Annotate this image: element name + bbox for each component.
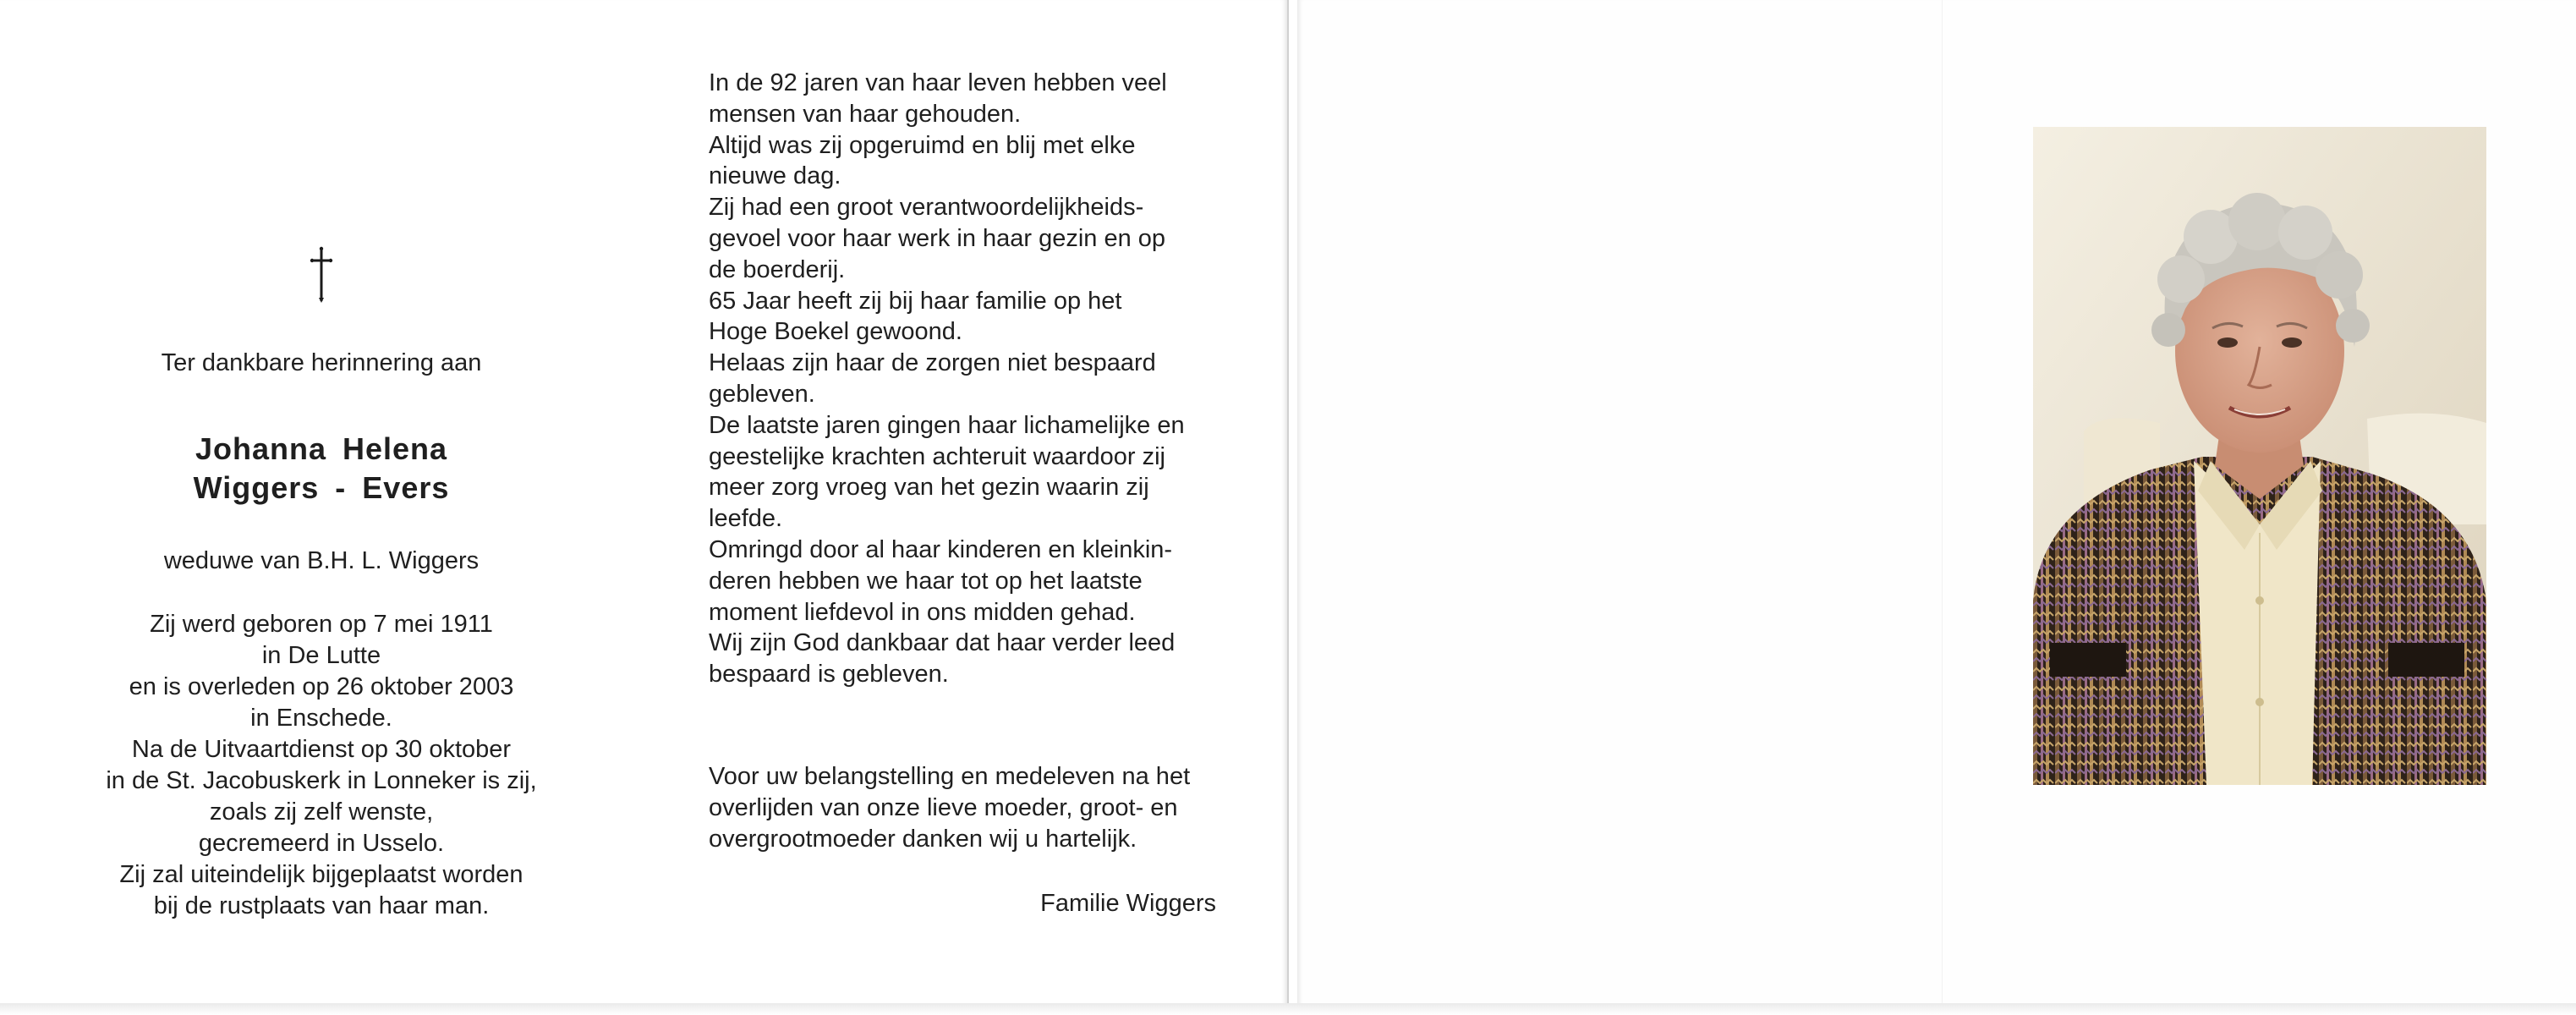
memorial-line: gevoel voor haar werk in haar gezin en op (709, 224, 1166, 252)
biography (76, 609, 567, 922)
memorial-line: moment liefdevol in ons midden gehad. (709, 598, 1136, 626)
bio-line: en is overleden op 26 oktober 2003 (129, 673, 514, 700)
memorial-line: Wij zijn God dankbaar dat haar verder leed (709, 629, 1176, 657)
thanks-text (709, 761, 1250, 854)
memorial-line: nieuwe dag. (709, 162, 841, 190)
memorial-line: 65 Jaar heeft zij bij haar familie op het (709, 287, 1122, 315)
widow-of-text: weduwe van B.H. L. Wiggers (163, 547, 480, 574)
memorial-line: Altijd was zij opgeruimd en blij met elke (709, 131, 1136, 159)
bio-line: zoals zij zelf wenste, (209, 798, 434, 826)
memorial-line: Hoge Boekel gewoond. (709, 318, 962, 346)
bio-line: Zij zal uiteindelijk bijgeplaatst worden (119, 861, 523, 888)
deceased-name (76, 430, 567, 508)
memorial-line: bespaard is gebleven. (709, 661, 949, 689)
memorial-line: Zij had een groot verantwoordelijkheids- (709, 194, 1144, 222)
memorial-line: de boerderij. (709, 255, 846, 283)
dedication-column (76, 245, 567, 922)
memorial-text (709, 68, 1250, 690)
memorial-line: gebleven. (709, 380, 815, 408)
memorial-line: Helaas zijn haar de zorgen niet bespaard (709, 349, 1156, 377)
card-bottom-edge (0, 1003, 2576, 1015)
thanks-line: Voor uw belangstelling en medeleven na het (709, 763, 1191, 790)
bio-line: in De Lutte (261, 642, 381, 669)
name-line-1: Johanna Helena (195, 431, 448, 466)
thanks-line: overgrootmoeder danken wij u hartelijk. (709, 825, 1137, 853)
bio-line: Zij werd geboren op 7 mei 1911 (150, 611, 493, 638)
memorial-line: leefde. (709, 505, 783, 533)
memorial-line: meer zorg vroeg van het gezin waarin zij (709, 474, 1149, 502)
thanks-line: overlijden van onze lieve moeder, groot- en (709, 793, 1178, 821)
intro-text: Ter dankbare herinnering aan (161, 349, 482, 376)
cross-icon (304, 245, 338, 304)
bio-line: bij de rustplaats van haar man. (153, 892, 490, 919)
bio-line: in Enschede. (250, 705, 392, 732)
memorial-line: Omringd door al haar kinderen en kleinkin- (709, 535, 1173, 563)
memorial-line: mensen van haar gehouden. (709, 100, 1022, 128)
memorial-line: geestelijke krachten achteruit waardoor zij (709, 442, 1165, 470)
fold-line (1942, 0, 1943, 1007)
bio-line: gecremeerd in Usselo. (198, 830, 445, 857)
bio-line: Na de Uitvaartdienst op 30 oktober (131, 736, 512, 763)
name-line-2: Wiggers - Evers (193, 470, 450, 505)
family-signature: Familie Wiggers (1040, 890, 1216, 917)
bio-line: in de St. Jacobuskerk in Lonneker is zij, (106, 767, 537, 794)
memorial-line: In de 92 jaren van haar leven hebben veel (709, 69, 1167, 96)
memorial-line: deren hebben we haar tot op het laatste (709, 567, 1143, 595)
card-left-panel (0, 0, 1289, 1007)
memorial-line: De laatste jaren gingen haar lichamelijke en (709, 411, 1185, 439)
portrait-photo (2033, 127, 2486, 785)
